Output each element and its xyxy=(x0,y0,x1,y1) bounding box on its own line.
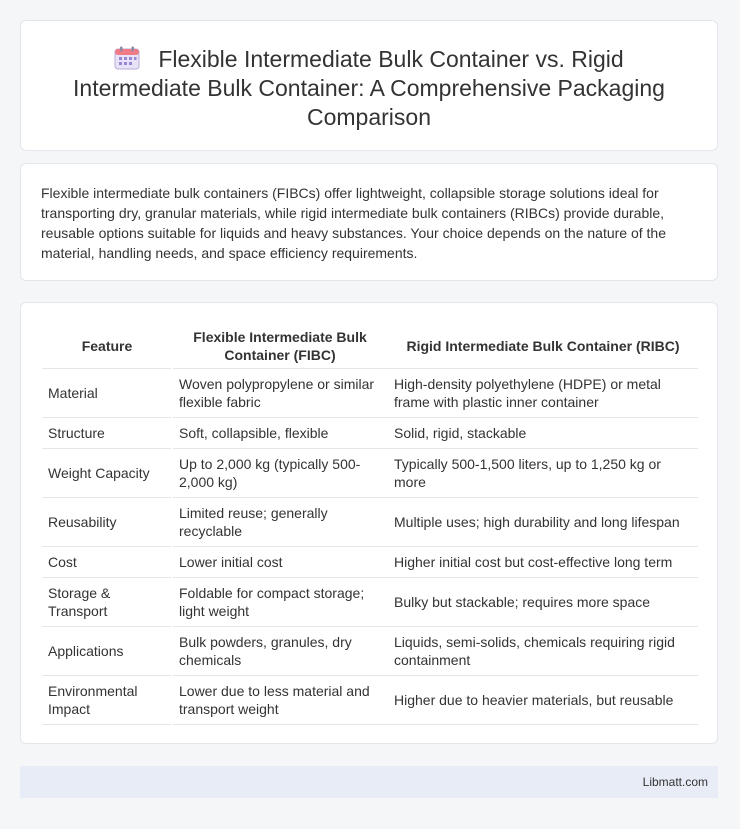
table-cell: Applications xyxy=(42,627,172,676)
table-cell: Solid, rigid, stackable xyxy=(388,418,698,449)
table-cell: High-density polyethylene (HDPE) or metal frame with plastic inner container xyxy=(388,369,698,418)
table-cell: Bulk powders, granules, dry chemicals xyxy=(172,627,388,676)
title-card xyxy=(20,20,718,151)
table-cell: Multiple uses; high durability and long lifespan xyxy=(388,498,698,547)
table-cell: Limited reuse; generally recyclable xyxy=(172,498,388,547)
table-cell: Bulky but stackable; requires more space xyxy=(388,578,698,627)
table-cell: Structure xyxy=(42,418,172,449)
column-header-feature: Feature xyxy=(42,324,172,369)
page-title-text: Flexible Intermediate Bulk Container vs. Rigid Intermediate Bulk Container: A Comprehensive Packaging Comparison xyxy=(73,46,665,130)
table-cell: Woven polypropylene or similar flexible fabric xyxy=(172,369,388,418)
table-row xyxy=(42,676,698,725)
table-row xyxy=(42,498,698,547)
table-row xyxy=(42,547,698,578)
table-cell: Soft, collapsible, flexible xyxy=(172,418,388,449)
table-cell: Foldable for compact storage; light weight xyxy=(172,578,388,627)
column-header-fibc: Flexible Intermediate Bulk Container (FIBC) xyxy=(172,324,388,369)
intro-card xyxy=(20,163,718,281)
table-cell: Liquids, semi-solids, chemicals requiring rigid containment xyxy=(388,627,698,676)
column-header-ribc: Rigid Intermediate Bulk Container (RIBC) xyxy=(388,324,698,369)
table-cell: Higher initial cost but cost-effective long term xyxy=(388,547,698,578)
intro-paragraph: Flexible intermediate bulk containers (FIBCs) offer lightweight, collapsible storage solutions ideal for transporting dry, granular materials, while rigid intermediate bulk containers (RIBCs) provide durable, reusable options suitable for liquids and heavy substances. Your choice depends on the nature of the material, handling needs, and space efficiency requirements. xyxy=(41,185,666,261)
table-row xyxy=(42,418,698,449)
footer xyxy=(20,766,718,798)
table-row xyxy=(42,627,698,676)
table-cell: Weight Capacity xyxy=(42,449,172,498)
table-cell: Typically 500-1,500 liters, up to 1,250 kg or more xyxy=(388,449,698,498)
page-title xyxy=(21,21,717,132)
table-cell: Material xyxy=(42,369,172,418)
table-cell: Lower initial cost xyxy=(172,547,388,578)
table-row xyxy=(42,369,698,418)
calendar-icon xyxy=(114,46,140,70)
table-cell: Storage & Transport xyxy=(42,578,172,627)
table-cell: Up to 2,000 kg (typically 500-2,000 kg) xyxy=(172,449,388,498)
comparison-card xyxy=(20,302,718,744)
table-cell: Higher due to heavier materials, but reusable xyxy=(388,676,698,725)
table-row xyxy=(42,578,698,627)
table-cell: Lower due to less material and transport weight xyxy=(172,676,388,725)
table-row xyxy=(42,449,698,498)
comparison-table xyxy=(42,324,698,725)
footer-site-link[interactable]: Libmatt.com xyxy=(642,775,708,789)
table-cell: Cost xyxy=(42,547,172,578)
table-header-row xyxy=(42,324,698,369)
table-cell: Reusability xyxy=(42,498,172,547)
table-cell: Environmental Impact xyxy=(42,676,172,725)
